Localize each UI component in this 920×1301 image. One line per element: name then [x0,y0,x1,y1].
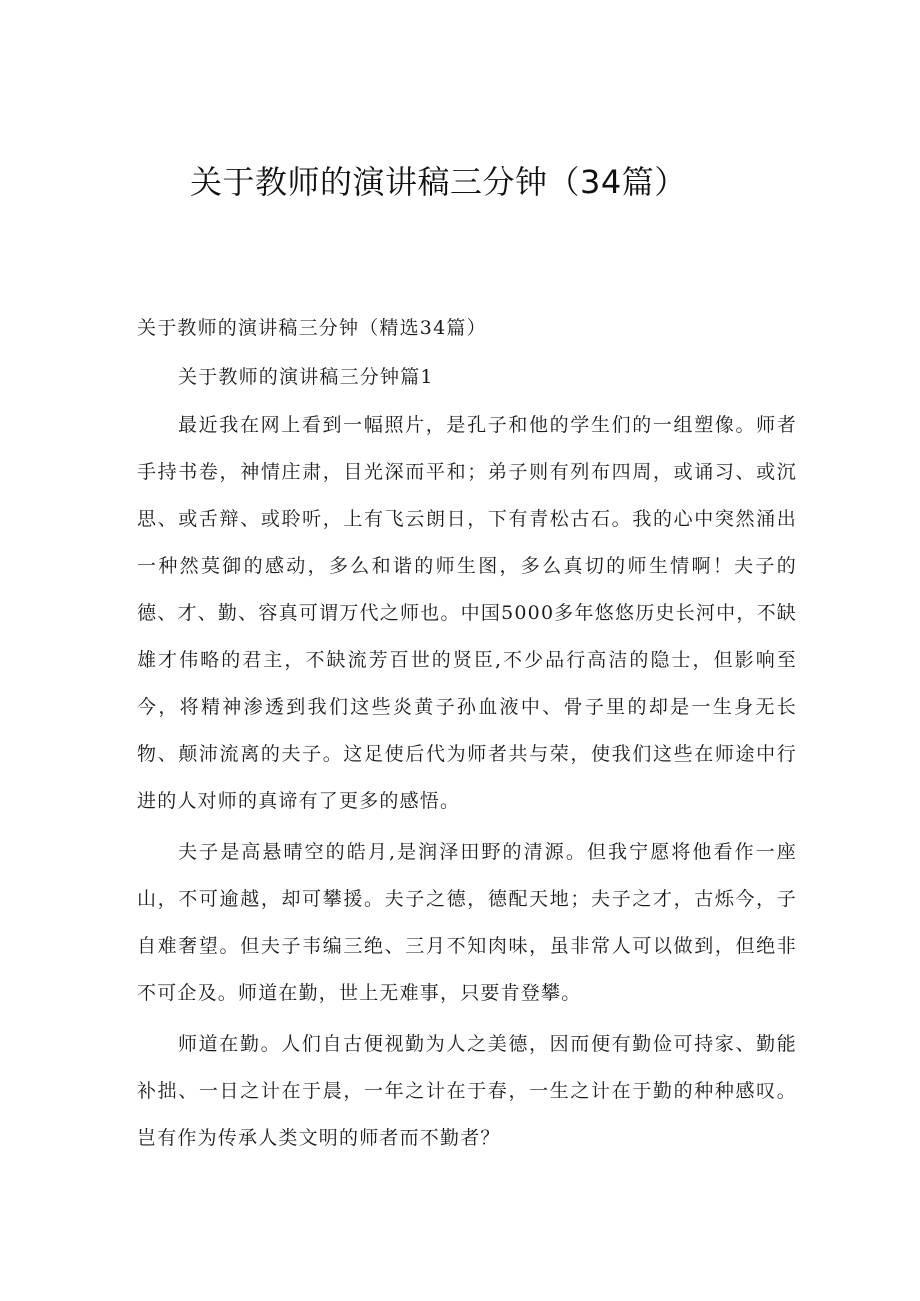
document-subtitle: 关于教师的演讲稿三分钟（精选34篇） [137,317,487,339]
document-title: 关于教师的演讲稿三分钟（34篇） [190,163,687,201]
section-heading: 关于教师的演讲稿三分钟篇1 [178,366,434,388]
paragraph-1: 最近我在网上看到一幅照片，是孔子和他的学生们的一组塑像。师者手持书卷，神情庄肃，目光深而平和；弟子则有列布四周，或诵习、或沉思、或舌辩、或聆听，上有飞云朗日，下有青松古石。我的心中突然涌出一种然莫御的感动，多么和谐的师生图，多么真切的师生情啊！夫子的德、才、勤、容真可谓万代之师也。中国5000多年悠悠历史长河中，不缺雄才伟略的君主，不缺流芳百世的贤臣,不少品行高洁的隐士，但影响至今，将精神渗透到我们这些炎黄子孙血液中、骨子里的却是一生身无长物、颠沛流离的夫子。这足使后代为师者共与荣，使我们这些在师途中行进的人对师的真谛有了更多的感悟。 [137,414,797,812]
document-body [137,305,797,1166]
paragraph-2: 夫子是高悬晴空的皓月,是润泽田野的清源。但我宁愿将他看作一座山，不可逾越，却可攀援。夫子之德，德配天地；夫子之才，古烁今，子自难奢望。但夫子韦编三绝、三月不知肉味，虽非常人可以做到，但绝非不可企及。师道在勤，世上无难事，只要肯登攀。 [137,841,797,1004]
paragraph-3: 师道在勤。人们自古便视勤为人之美德，因而便有勤俭可持家、勤能补拙、一日之计在于晨，一年之计在于春，一生之计在于勤的种种感叹。岂有作为传承人类文明的师者而不勤者？ [137,1033,797,1149]
